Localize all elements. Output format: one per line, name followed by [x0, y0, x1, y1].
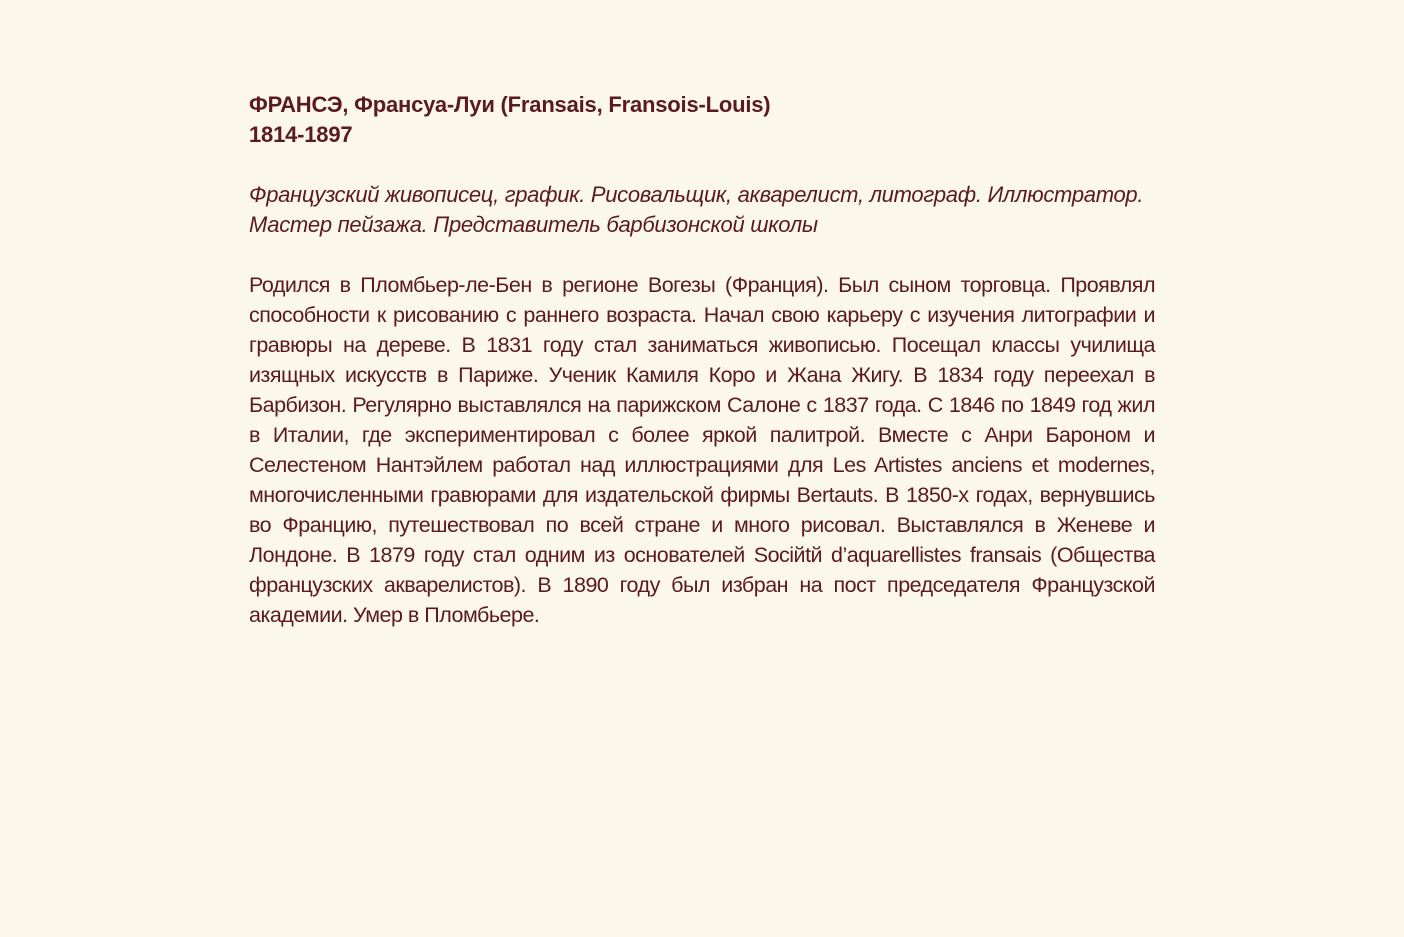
artist-description-line-1: Французский живописец, график. Рисовальщик, акварелист, литограф. Иллюстратор. — [249, 182, 1144, 207]
artist-description-line-2: Мастер пейзажа. Представитель барбизонской школы — [249, 212, 818, 237]
article — [249, 90, 1155, 630]
article-heading — [249, 90, 1155, 150]
artist-description — [249, 180, 1155, 240]
artist-biography: Родился в Пломбьер-ле-Бен в регионе Вогезы (Франция). Был сыном торговца. Проявлял способности к рисованию с раннего возраста. Начал свою карьеру с изучения литографии и гравюры на дереве. В 1831 году стал заниматься живописью. Посещал классы училища изящных искусств в Париже. Ученик Камиля Коро и Жана Жигу. В 1834 году переехал в Барбизон. Регулярно выставлялся на парижском Салоне с 1837 года. С 1846 по 1849 год жил в Италии, где экспериментировал с более яркой палитрой. Вместе с Анри Бароном и Селестеном Нантэйлем работал над иллюстрациями для Les Artistes anciens et modernes, многочисленными гравюрами для издательской фирмы Bertauts. В 1850-х годах, вернувшись во Францию, путешествовал по всей стране и много рисовал. Выставлялся в Женеве и Лондоне. В 1879 году стал одним из основателей Socійtй d’aquarellistes fransais (Общества французских акварелистов). В 1890 году был избран на пост председателя Французской академии. Умер в Пломбьере. — [249, 273, 1155, 627]
artist-name: ФРАНСЭ, Франсуа-Луи (Fransais, Fransois-Louis) — [249, 92, 771, 117]
artist-years: 1814-1897 — [249, 122, 353, 147]
